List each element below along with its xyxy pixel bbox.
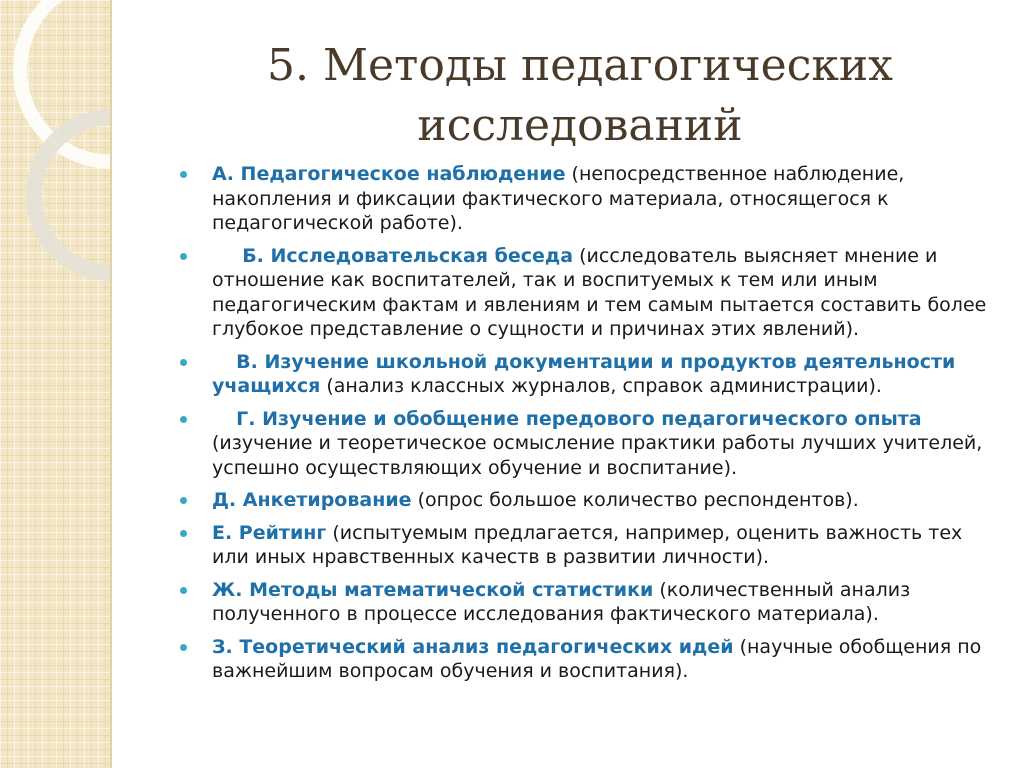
list-item <box>180 407 992 481</box>
bullet-icon <box>180 416 187 423</box>
list-item <box>180 350 992 399</box>
methods-list <box>180 162 992 692</box>
method-description: (изучение и теоретическое осмысление практики работы лучших учителей, успешно осуществляющих обучение и воспитание). <box>212 432 983 479</box>
decorative-circles <box>0 0 112 768</box>
method-description: (анализ классных журналов, справок администрации). <box>320 375 882 397</box>
method-description: (исследователь выясняет мнение и отношение как воспитателей, так и воспитуемых к тем или иным педагогическим фактам и явлениям и тем самым пытается составить более глубокое представление о сущности и причинах этих явлений). <box>212 244 987 340</box>
bullet-icon <box>180 497 187 504</box>
panel-divider <box>110 0 112 768</box>
list-item <box>180 521 992 570</box>
bullet-icon <box>180 530 187 537</box>
method-description: (научные обобщения по важнейшим вопросам обучения и воспитания). <box>212 635 982 682</box>
bullet-icon <box>180 587 187 594</box>
bullet-icon <box>180 171 187 178</box>
slide-title-line-2: исследований <box>417 100 743 151</box>
method-description: (непосредственное наблюдение, накопления и фиксации фактического материала, относящегося к педагогической работе). <box>212 163 905 234</box>
method-term: Б. Исследовательская беседа <box>242 244 574 267</box>
method-term: Г. Изучение и обобщение передового педагогического опыта <box>236 407 922 430</box>
deco-circle-small <box>34 117 112 273</box>
slide-title-line-1: 5. Методы педагогических <box>266 40 893 91</box>
list-item <box>180 635 992 684</box>
method-term: З. Теоретический анализ педагогических идей <box>212 635 734 658</box>
method-description: (количественный анализ полученного в процессе исследования фактического материала). <box>212 578 911 625</box>
list-item <box>180 488 992 513</box>
method-description: (испытуемым предлагается, например, оценить важность тех или иных нравственных качеств в развитии личности). <box>212 521 963 568</box>
method-term: В. Изучение школьной документации и продуктов деятельности учащихся <box>212 350 956 397</box>
list-item <box>180 578 992 627</box>
method-term: Ж. Методы математической статистики <box>212 578 654 601</box>
list-item <box>180 162 992 236</box>
decorative-side-panel <box>0 0 112 768</box>
bullet-icon <box>180 644 187 651</box>
method-description: (опрос большое количество респондентов). <box>411 489 859 511</box>
bullet-icon <box>180 359 187 366</box>
list-item <box>180 244 992 342</box>
method-term: Е. Рейтинг <box>212 521 327 544</box>
slide-title <box>150 36 1010 156</box>
method-term: Д. Анкетирование <box>212 489 412 511</box>
method-term: А. Педагогическое наблюдение <box>212 163 566 185</box>
bullet-icon <box>180 253 187 260</box>
